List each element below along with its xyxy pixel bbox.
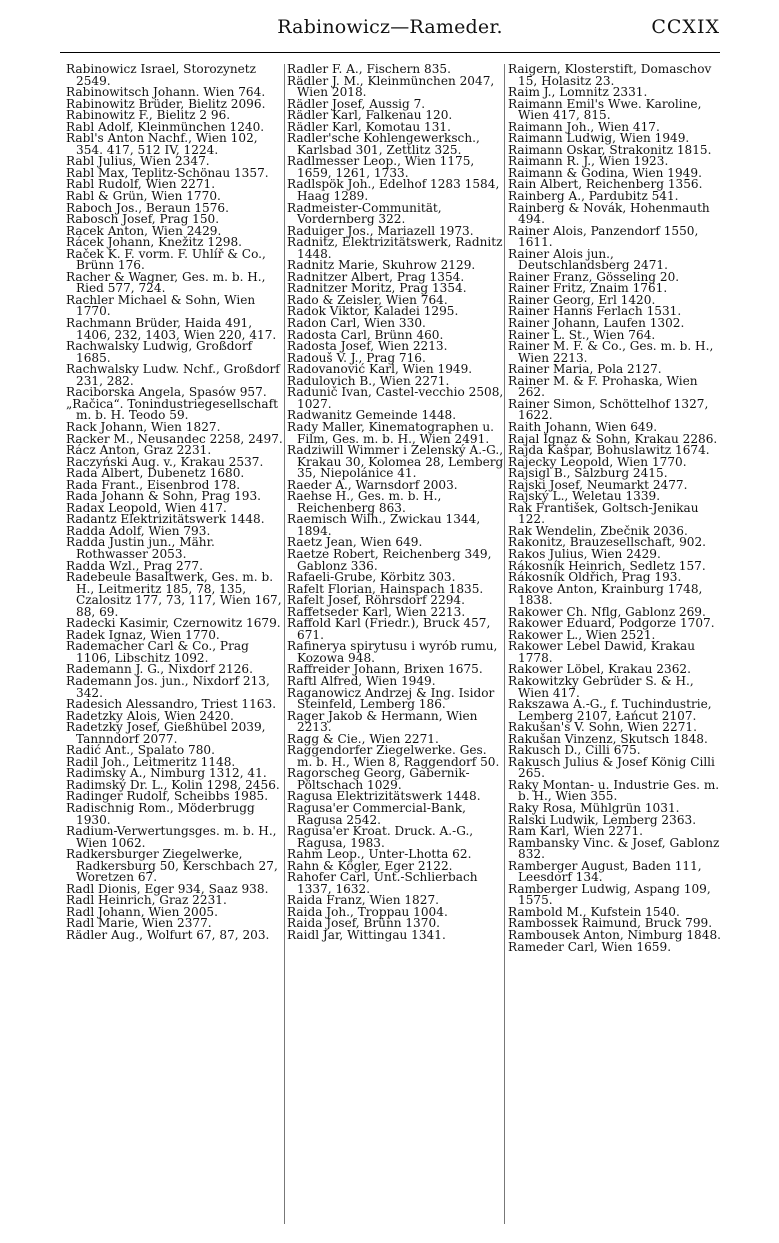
- directory-entry: Radesich Alessandro, Triest 1163.: [66, 697, 277, 712]
- directory-entry: Rainer M. & F. Prohaska, Wien 262.: [508, 373, 698, 400]
- directory-entry: Rädler Karl, Komotau 131.: [287, 119, 451, 134]
- directory-entry: Raggendorfer Ziegelwerke. Ges. m. b. H., Wien 8, Raggendorf 50.: [287, 743, 500, 769]
- directory-entry: Rabosch Josef, Prag 150.: [66, 212, 220, 227]
- directory-entry: Rademann J. G., Nixdorf 2126.: [66, 662, 253, 677]
- directory-entry: „Račica“. Tonindustriegesellschaft m. b. H. Teodo 59.: [66, 396, 278, 423]
- directory-entry: Rädler J. M., Kleinmünchen 2047, Wien 2018.: [287, 73, 495, 100]
- directory-entry: Rajal Ignaz & Sohn, Krakau 2286.: [508, 431, 718, 446]
- directory-entry: Ragusa Elektrizitätswerk 1448.: [287, 789, 481, 804]
- directory-entry: Rakower Löbel, Krakau 2362.: [508, 662, 691, 677]
- directory-entry: Rainberg A., Pardubitz 541.: [508, 189, 679, 204]
- directory-entry: Rakower Lebel Dawid, Krakau 1778.: [508, 639, 696, 665]
- directory-entry: Rademann Jos. jun., Nixdorf 213, 342.: [66, 673, 270, 700]
- directory-entry: Radinger Rudolf, Scheibbs 1985.: [66, 789, 269, 804]
- directory-entry: Rabinowitsch Johann. Wien 764.: [66, 85, 266, 100]
- directory-entry: Rainer Georg, Erl 1420.: [508, 292, 656, 307]
- column-2: [287, 64, 505, 942]
- page-header: [60, 16, 720, 44]
- directory-entry: Raganowicz Andrzej & Ing. Isidor Steinfeld, Lemberg 186.: [287, 685, 495, 712]
- directory-entry: Radecki Kasimir, Czernowitz 1679.: [66, 616, 281, 631]
- directory-entry: Rachler Michael & Sohn, Wien 1770.: [66, 292, 256, 319]
- directory-entry: Raida Josef, Brünn 1370.: [287, 916, 440, 931]
- directory-entry: Raidl Jar, Wittingau 1341.: [287, 928, 446, 943]
- directory-entry: Raky Montan- u. Industrie Ges. m. b. H., Wien 355.: [508, 777, 720, 804]
- directory-entry: Radmeister-Communität, Vordernberg 322.: [287, 200, 442, 227]
- directory-entry: Rager Jakob & Hermann, Wien 2213.: [287, 708, 478, 735]
- directory-entry: Racher & Wagner, Ges. m. b. H., Ried 577, 724.: [66, 269, 266, 296]
- directory-entry: Radimský Dr. L., Kolin 1298, 2456.: [66, 777, 280, 792]
- directory-entry: Rady Maller, Kinematographen u. Film, Ges. m. b. H., Wien 2491.: [287, 419, 494, 446]
- directory-entry: Radax Leopold, Wien 417.: [66, 500, 227, 515]
- directory-entry: Radkersburger Ziegelwerke, Radkersburg 50, Kerschbach 27, Woretzen 67.: [66, 847, 278, 885]
- directory-entry: Raduiger Jos., Mariazell 1973.: [287, 223, 474, 238]
- directory-entry: Rak Wendelin, Zbečnik 2036.: [508, 523, 688, 538]
- directory-entry: Radebeule Basaltwerk, Ges. m. b. H., Leitmeritz 185, 78, 135, Czalositz 177, 73, 117, Wien 167, 88, 69.: [66, 570, 282, 619]
- directory-entry: Rada Albert, Dubenetz 1680.: [66, 466, 245, 481]
- directory-entry: Ragusa'er Kroat. Druck. A.-G., Ragusa, 1983.: [287, 824, 474, 850]
- directory-entry: Rajsigl B., Salzburg 2415.: [508, 466, 668, 481]
- directory-entry: Ram Karl, Wien 2271.: [508, 824, 643, 839]
- directory-entry: Rak František, Goltsch-Jenikau 122.: [508, 500, 699, 527]
- directory-entry: Rainer L. St., Wien 764.: [508, 327, 656, 342]
- directory-entry: Radda Adolf, Wien 793.: [66, 523, 211, 538]
- directory-entry: Radovanović Karl, Wien 1949.: [287, 362, 473, 377]
- directory-entry: Raimann Emil's Wwe. Karoline, Wien 417, 815.: [508, 96, 702, 123]
- directory-entry: Rakszawa A.-G., f. Tuchindustrie, Lemberg 2107, Łańcut 2107.: [508, 697, 712, 723]
- directory-entry: Raetz Jean, Wien 649.: [287, 535, 423, 550]
- directory-entry: Rabl & Grün, Wien 1770.: [66, 189, 221, 204]
- directory-entry: Raimann & Godina, Wien 1949.: [508, 165, 702, 180]
- directory-entry: Rainer Maria, Pola 2127.: [508, 362, 662, 377]
- directory-entry: Raimann Joh., Wien 417.: [508, 119, 660, 134]
- directory-entry: Rachmann Brüder, Haida 491, 1406, 232, 1403, Wien 220, 417.: [66, 316, 277, 342]
- directory-entry: Rädler Josef, Aussig 7.: [287, 96, 426, 111]
- directory-entry: Rada Frant., Eisenbrod 178.: [66, 477, 241, 492]
- page-number: CCXIX: [651, 16, 720, 38]
- directory-entry: Ralski Ludwik, Lemberg 2363.: [508, 812, 697, 827]
- directory-entry: Rakower Ch. Nflg, Gablonz 269.: [508, 604, 706, 619]
- directory-entry: Raimann Oskar, Strakonitz 1815.: [508, 142, 712, 157]
- directory-entry: Racker M., Neusandec 2258, 2497.: [66, 431, 283, 446]
- directory-entry: Rakonitz, Brauzesellschaft, 902.: [508, 535, 707, 550]
- directory-entry: Rabl's Anton Nachf., Wien 102, 354. 417, 512 IV, 1224.: [66, 131, 258, 157]
- directory-entry: Rajecky Leopold, Wien 1770.: [508, 454, 687, 469]
- directory-entry: Radil Joh., Leitmeritz 1148.: [66, 754, 236, 769]
- directory-entry: Rafelt Josef, Röhrsdorf 2294.: [287, 593, 465, 608]
- directory-entry: Raida Franz, Wien 1827.: [287, 893, 439, 908]
- directory-entry: Rainer Johann, Laufen 1302.: [508, 316, 685, 331]
- directory-entry: Raczyński Aug. v., Krakau 2537.: [66, 454, 264, 469]
- directory-entry: Rainer Simon, Schöttelhof 1327, 1622.: [508, 396, 709, 423]
- directory-entry: Rabinowicz Israel, Storozynetz 2549.: [66, 62, 257, 88]
- directory-entry: Rácz Anton, Graz 2231.: [66, 443, 212, 458]
- directory-entry: Radetzky Alois, Wien 2420.: [66, 708, 234, 723]
- directory-entry: Raida Joh., Troppau 1004.: [287, 904, 448, 919]
- directory-entry: Rajda Kašpar, Bohuslawitz 1674.: [508, 443, 710, 458]
- directory-entry: Raky Rosa, Mühlgrün 1031.: [508, 801, 680, 815]
- directory-entry: Rabl Max, Teplitz-Schönau 1357.: [66, 165, 269, 180]
- directory-entry: Raffold Karl (Friedr.), Bruck 457, 671.: [287, 616, 491, 642]
- directory-entry: Rafaeli-Grube, Körbitz 303.: [287, 570, 456, 585]
- directory-entry: Radl Heinrich, Graz 2231.: [66, 893, 227, 908]
- directory-entry: Radnitzer Albert, Prag 1354.: [287, 269, 465, 284]
- directory-entry: Raffetseder Karl, Wien 2213.: [287, 604, 466, 619]
- directory-entry: Radnitz, Elektrizitätswerk, Radnitz 1448.: [287, 235, 503, 261]
- directory-entry: Rafinerya spirytusu i wyrób rumu, Kozowa 948.: [287, 639, 498, 665]
- directory-entry: Raboch Jos., Beraun 1576.: [66, 200, 229, 215]
- directory-entry: Radon Carl, Wien 330.: [287, 316, 426, 331]
- directory-entry: Rainer Franz, Gösseling 20.: [508, 269, 680, 284]
- directory-entry: Radouš V. J., Prag 716.: [287, 350, 426, 365]
- directory-entry: Rambansky Vinc. & Josef, Gablonz 832.: [508, 835, 720, 862]
- directory-entry: Rahofer Carl, Unt.-Schlierbach 1337, 1632.: [287, 870, 478, 896]
- directory-entry: Raeder A., Warnsdorf 2003.: [287, 477, 458, 492]
- directory-entry: Rachwalsky Ludw. Nchf., Großdorf 231, 282.: [66, 362, 280, 388]
- directory-entry: Radnitzer Moritz, Prag 1354.: [287, 281, 467, 296]
- directory-entry: Radl Johann, Wien 2005.: [66, 904, 218, 919]
- directory-entry: Rachwalsky Ludwig, Großdorf 1685.: [66, 339, 253, 365]
- directory-entry: Rabl Adolf, Kleinmünchen 1240.: [66, 119, 265, 134]
- directory-entry: Rácek Johann, Knežitz 1298.: [66, 235, 243, 250]
- directory-entry: Radium-Verwertungsges. m. b. H., Wien 1062.: [66, 824, 277, 850]
- directory-entry: Rabl Rudolf, Wien 2271.: [66, 177, 216, 192]
- directory-entry: Rakušan's V. Sohn, Wien 2271.: [508, 720, 697, 735]
- directory-entry: Rakos Julius, Wien 2429.: [508, 546, 661, 561]
- directory-entry: Rainer Alois jun., Deutschlandsberg 2471.: [508, 246, 668, 273]
- directory-entry: Rademacher Carl & Co., Prag 1106, Libschitz 1092.: [66, 639, 249, 665]
- directory-entry: Radek Ignaz, Wien 1770.: [66, 627, 220, 642]
- page-title: Rabinowicz—Rameder.: [277, 16, 503, 38]
- directory-entry: Rado & Zeisler, Wien 764.: [287, 292, 448, 307]
- directory-entry: Ramberger Ludwig, Aspang 109, 1575.: [508, 881, 711, 908]
- directory-entry: Raftl Alfred, Wien 1949.: [287, 673, 436, 688]
- directory-entry: Rambold M., Kufstein 1540.: [508, 904, 680, 919]
- directory-entry: Rakowitzky Gebrüder S. & H., Wien 417.: [508, 673, 694, 700]
- directory-entry: Rabinowitz Brüder, Bielitz 2096.: [66, 96, 266, 111]
- directory-entry: Rakower L., Wien 2521.: [508, 627, 656, 642]
- directory-entry: Raffreider Johann, Brixen 1675.: [287, 662, 483, 677]
- directory-entry: Rakower Eduard, Podgorze 1707.: [508, 616, 715, 631]
- directory-entry: Rainberg & Novák, Hohenmauth 494.: [508, 200, 710, 227]
- directory-entry: Raciborska Angela, Spasów 957.: [66, 385, 267, 400]
- directory-entry: Radunič Ivan, Castel-vecchio 2508, 1027.: [287, 385, 504, 411]
- directory-entry: Radantz Elektrizitätswerk 1448.: [66, 512, 265, 527]
- directory-entry: Rahm Leop., Unter-Lhotta 62.: [287, 847, 472, 862]
- directory-entry: Racek Anton, Wien 2429.: [66, 223, 222, 238]
- directory-entry: Radlspök Joh., Edelhof 1283 1584, Haag 1289.: [287, 177, 500, 204]
- directory-entry: Rameder Carl, Wien 1659.: [508, 939, 672, 954]
- directory-entry: Ragusa'er Commercial-Bank, Ragusa 2542.: [287, 801, 466, 827]
- directory-entry: Rakušan Vinzenz, Skutsch 1848.: [508, 731, 708, 746]
- directory-entry: Rädler Karl, Falkenau 120.: [287, 108, 453, 123]
- directory-entry: Radulovich B., Wien 2271.: [287, 373, 450, 388]
- directory-entry: Radl Dionis, Eger 934, Saaz 938.: [66, 881, 269, 896]
- directory-entry: Radziwill Wimmer i Zelenský A.-G., Krakau 30, Kolomea 28, Lemberg 35, Niepolánice 41.: [287, 443, 504, 481]
- directory-entry: Radosta Carl, Brünn 460.: [287, 327, 444, 342]
- directory-entry: Radnitz Marie, Skuhrow 2129.: [287, 258, 476, 273]
- directory-entry: Rakusch D., Cilli 675.: [508, 743, 641, 758]
- directory-entry: Rakusch Julius & Josef König Cilli 265.: [508, 754, 715, 781]
- directory-entry: Rákosník Heinrich, Sedletz 157.: [508, 558, 706, 573]
- directory-entry: Rabinowitz F., Bielitz 2 96.: [66, 108, 231, 123]
- directory-entry: Radlmesser Leop., Wien 1175, 1659, 1261, 1733.: [287, 154, 475, 180]
- directory-entry: Rainer Fritz, Znaim 1761.: [508, 281, 668, 296]
- directory-entry: Rajski Josef, Neumarkt 2477.: [508, 477, 688, 492]
- directory-entry: Radosta Josef, Wien 2213.: [287, 339, 448, 354]
- directory-entry: Raim J., Lomnitz 2331.: [508, 85, 648, 100]
- directory-entry: Ramberger August, Baden 111, Leesdorf 134.: [508, 858, 702, 885]
- directory-entry: Rainer M. F. & Co., Ges. m. b. H., Wien 2213.: [508, 339, 714, 365]
- column-divider: [284, 64, 285, 1224]
- directory-entry: Ragorscheg Georg, Gabernik-Pöltschach 1029.: [287, 766, 470, 792]
- directory-entry: Radimsky A., Nimburg 1312, 41.: [66, 766, 267, 781]
- column-3: [508, 64, 726, 953]
- directory-entry: Radić Ant., Spalato 780.: [66, 743, 215, 758]
- directory-entry: Rainer Hanns Ferlach 1531.: [508, 304, 682, 319]
- directory-entry: Radwanitz Gemeinde 1448.: [287, 408, 457, 423]
- directory-entry: Radler'sche Kohlengewerksch., Karlsbad 301, Zettlitz 325.: [287, 131, 480, 157]
- column-1: [66, 64, 284, 942]
- directory-entry: Rákosník Oldřich, Prag 193.: [508, 570, 682, 585]
- directory-entry: Rädler Aug., Wolfurt 67, 87, 203.: [66, 928, 270, 943]
- directory-entry: Raček K. F. vorm. F. Uhlíř & Co., Brünn 176.: [66, 246, 266, 273]
- directory-entry: Rambossek Raimund, Bruck 799.: [508, 916, 713, 931]
- directory-entry: Rafelt Florian, Hainspach 1835.: [287, 581, 484, 596]
- directory-entry: Radler F. A., Fischern 835.: [287, 62, 451, 76]
- directory-entry: Raemisch Wilh., Zwickau 1344, 1894.: [287, 512, 481, 538]
- directory-entry: Rajský L., Weletau 1339.: [508, 489, 661, 504]
- directory-entry: Radda Wzl., Prag 277.: [66, 558, 203, 573]
- directory-entry: Rahn & Kögler, Eger 2122.: [287, 858, 453, 873]
- directory-entry: Rada Johann & Sohn, Prag 193.: [66, 489, 262, 504]
- directory-entry: Radda Justin jun., Mähr. Rothwasser 2053.: [66, 535, 215, 561]
- directory-entry: Radetzky Josef, Gießhübel 2039, Tannndorf 2077.: [66, 720, 266, 746]
- directory-entry: Raimann R. J., Wien 1923.: [508, 154, 669, 169]
- directory-entry: Raetze Robert, Reichenberg 349, Gablonz 336.: [287, 546, 492, 573]
- directory-entry: Radl Marie, Wien 2377.: [66, 916, 212, 931]
- directory-entry: Rack Johann, Wien 1827.: [66, 419, 221, 434]
- directory-entry: Rambousek Anton, Nimburg 1848.: [508, 928, 721, 943]
- directory-entry: Radok Viktor, Kaladei 1295.: [287, 304, 459, 319]
- header-rule: [60, 52, 720, 53]
- directory-entry: Rakove Anton, Krainburg 1748, 1838.: [508, 581, 703, 608]
- directory-entry: Raehse H., Ges. m. b. H., Reichenberg 863.: [287, 489, 442, 515]
- directory-entry: Ragg & Cie., Wien 2271.: [287, 731, 439, 746]
- directory-entry: Rain Albert, Reichenberg 1356.: [508, 177, 703, 192]
- directory-entry: Radischnig Rom., Möderbrugg 1930.: [66, 801, 255, 827]
- directory-entry: Raimann Ludwig, Wien 1949.: [508, 131, 690, 146]
- directory-entry: Rainer Alois, Panzendorf 1550, 1611.: [508, 223, 699, 250]
- directory-entry: Raigern, Klosterstift, Domaschov 15, Holasitz 23.: [508, 62, 712, 88]
- directory-entry: Raith Johann, Wien 649.: [508, 419, 658, 434]
- directory-entry: Rabl Julius, Wien 2347.: [66, 154, 210, 169]
